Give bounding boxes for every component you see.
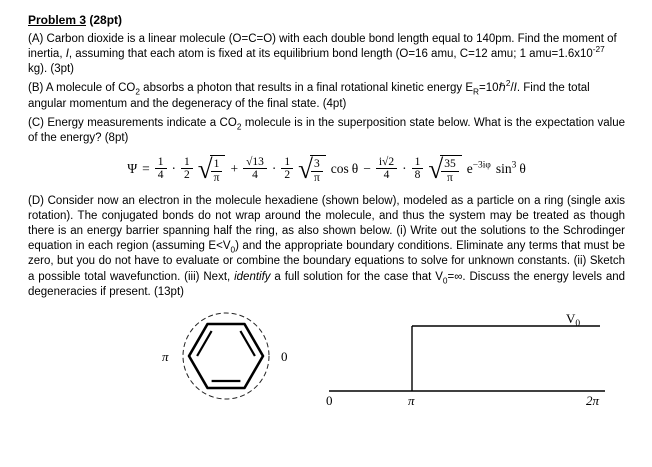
superposition-wavefunction-equation <box>28 153 625 185</box>
potential-barrier-figure <box>323 310 615 408</box>
ring-label-pi: π <box>162 348 169 364</box>
problem-number: Problem 3 <box>28 13 87 27</box>
fraction-term2-b: $\frac{1}{2}$ <box>281 156 293 183</box>
radicand-fraction: $\frac{3}{\pi}$ <box>311 158 323 185</box>
fraction-term3-a: $\frac{i√2}{4}$ <box>376 156 397 183</box>
radical-sign: √ <box>298 154 313 185</box>
dashed-ring-path <box>183 313 269 399</box>
minus-sign: − <box>363 161 371 176</box>
axis-label-2pi: 2π <box>586 392 600 408</box>
fraction-term1-b: $\frac{1}{2}$ <box>181 156 193 183</box>
figures-row <box>28 306 625 410</box>
multiplication-dot: · <box>402 161 407 176</box>
radical-sign: √ <box>197 154 213 185</box>
psi-symbol: Ψ <box>127 161 138 176</box>
radical-sign: √ <box>428 154 444 185</box>
equals-sign: = <box>142 161 150 176</box>
radicand-fraction: $\frac{1}{\pi}$ <box>211 158 223 185</box>
problem-points: (28pt) <box>86 13 123 27</box>
double-bond-line <box>197 331 212 356</box>
multiplication-dot: · <box>271 161 277 176</box>
exponential-term: $e^{-3i\varphi}$ <box>466 160 491 176</box>
paragraph-part-d: (D) Consider now an electron in the molecule hexadiene (shown below), modeled as a particle on a ring (single axis rotation). The conjugated bonds do not wrap around the molecule, and thus the system may be treated as though there is an energy barrier spanning half the ring, as also shown below. (i) Write out the solutions to the Schrodinger equation in each region (assuming $E<V_0$) and the appropriate boundary conditions. Eliminate any terms that must be zero, but you do not have to evaluate or combine the boundary equations to solve for unknown constants. (ii) Sketch a possible total wavefunction. (iii) Next, identify a full solution for the case that $V_0=\infty$. Discuss the energy levels and degeneracies if present. (13pt) <box>28 194 626 298</box>
sine-power: 3 <box>511 160 517 171</box>
paragraph-part-c: (C) Energy measurements indicate a $CO_2$ molecule is in the superposition state below. What is the expectation value of the energy? (8pt) <box>28 116 626 144</box>
radicand-fraction: $\frac{35}{\pi}$ <box>441 158 459 185</box>
hexadiene-ring-figure <box>156 308 296 408</box>
ring-label-zero: 0 <box>281 348 288 364</box>
square-root-term1 <box>198 153 226 185</box>
paragraph-part-a: (A) Carbon dioxide is a linear molecule (O=C=O) with each double bond length equal to 140pm. Find the moment of inertia, I, assuming that each atom is fixed at its equilibrium bond length (O=16 amu, C=12 amu; 1 $amu=1.6x10^{-27}$ kg). (3pt) <box>28 32 617 76</box>
barrier-height-label: $V_0$ <box>566 310 581 329</box>
cosine-term: cos θ <box>330 161 359 176</box>
exponent: −3iφ <box>472 160 491 171</box>
axis-label-pi: π <box>408 392 415 408</box>
problem-title <box>28 13 625 29</box>
multiplication-dot: · <box>171 161 177 176</box>
hexagon-molecule <box>189 324 263 388</box>
axis-label-zero: 0 <box>326 392 333 408</box>
fraction-term3-b: $\frac{1}{8}$ <box>412 156 424 183</box>
paragraph-part-b: (B) A molecule of $CO_2$ absorbs a photon that results in a final rotational kinetic energy $E_R=10\hbar^2/I$. Find the total angular momentum and the degeneracy of the final state. (4pt) <box>28 79 590 110</box>
sine-cubed-term: $\sin^3 \theta$ <box>495 160 526 176</box>
plus-sign: + <box>230 161 239 176</box>
double-bond-line <box>240 331 255 356</box>
square-root-term2 <box>298 153 326 185</box>
fraction-term2-a: $\frac{√13}{4}$ <box>243 156 267 183</box>
square-root-term3 <box>428 153 461 185</box>
fraction-term1-a: $\frac{1}{4}$ <box>155 156 167 183</box>
